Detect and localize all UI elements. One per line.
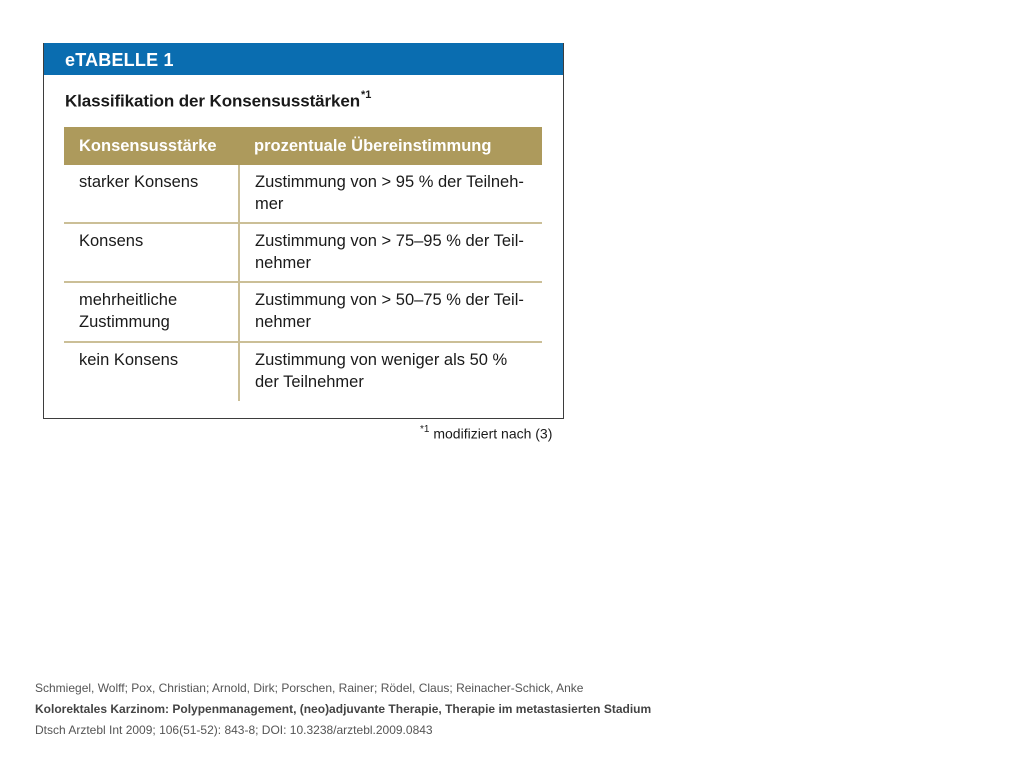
table-title xyxy=(65,91,371,112)
table-figure xyxy=(43,43,564,419)
footnote-text: modifiziert nach (3) xyxy=(433,425,553,442)
table-title-text: Klassifikation der Konsensusstärken xyxy=(65,91,361,111)
cell-agreement: Zustimmung von > 50–75 % der Teil-nehmer xyxy=(239,282,542,342)
column-header-strength: Konsensusstärke xyxy=(64,127,239,165)
table-row xyxy=(64,282,542,342)
citation-title: Kolorektales Karzinom: Polypenmanagement, (neo)adjuvante Therapie, Therapie im metastasierten Stadium xyxy=(35,702,652,716)
cell-strength: mehrheitliche Zustimmung xyxy=(64,282,239,342)
consensus-table xyxy=(64,127,542,401)
table-row xyxy=(64,223,542,282)
citation-source: Dtsch Arztebl Int 2009; 106(51-52): 843-8; DOI: 10.3238/arztebl.2009.0843 xyxy=(35,723,433,737)
cell-strength: Konsens xyxy=(64,223,239,282)
citation-authors: Schmiegel, Wolff; Pox, Christian; Arnold, Dirk; Porschen, Rainer; Rödel, Claus; Reinacher-Schick, Anke xyxy=(35,681,584,695)
cell-strength: kein Konsens xyxy=(64,342,239,401)
title-footnote-marker: *1 xyxy=(361,89,372,101)
cell-agreement: Zustimmung von > 95 % der Teilneh-mer xyxy=(239,165,542,223)
cell-agreement: Zustimmung von > 75–95 % der Teil-nehmer xyxy=(239,223,542,282)
table-label: eTABELLE 1 xyxy=(44,43,563,75)
table-header-row xyxy=(64,127,542,165)
column-header-agreement: prozentuale Übereinstimmung xyxy=(239,127,542,165)
cell-strength: starker Konsens xyxy=(64,165,239,223)
table-row xyxy=(64,165,542,223)
table-footnote xyxy=(420,425,552,442)
footnote-marker: *1 xyxy=(420,424,430,435)
citation xyxy=(35,678,651,741)
table-row xyxy=(64,342,542,401)
cell-agreement: Zustimmung von weniger als 50 % der Teilnehmer xyxy=(255,351,508,391)
